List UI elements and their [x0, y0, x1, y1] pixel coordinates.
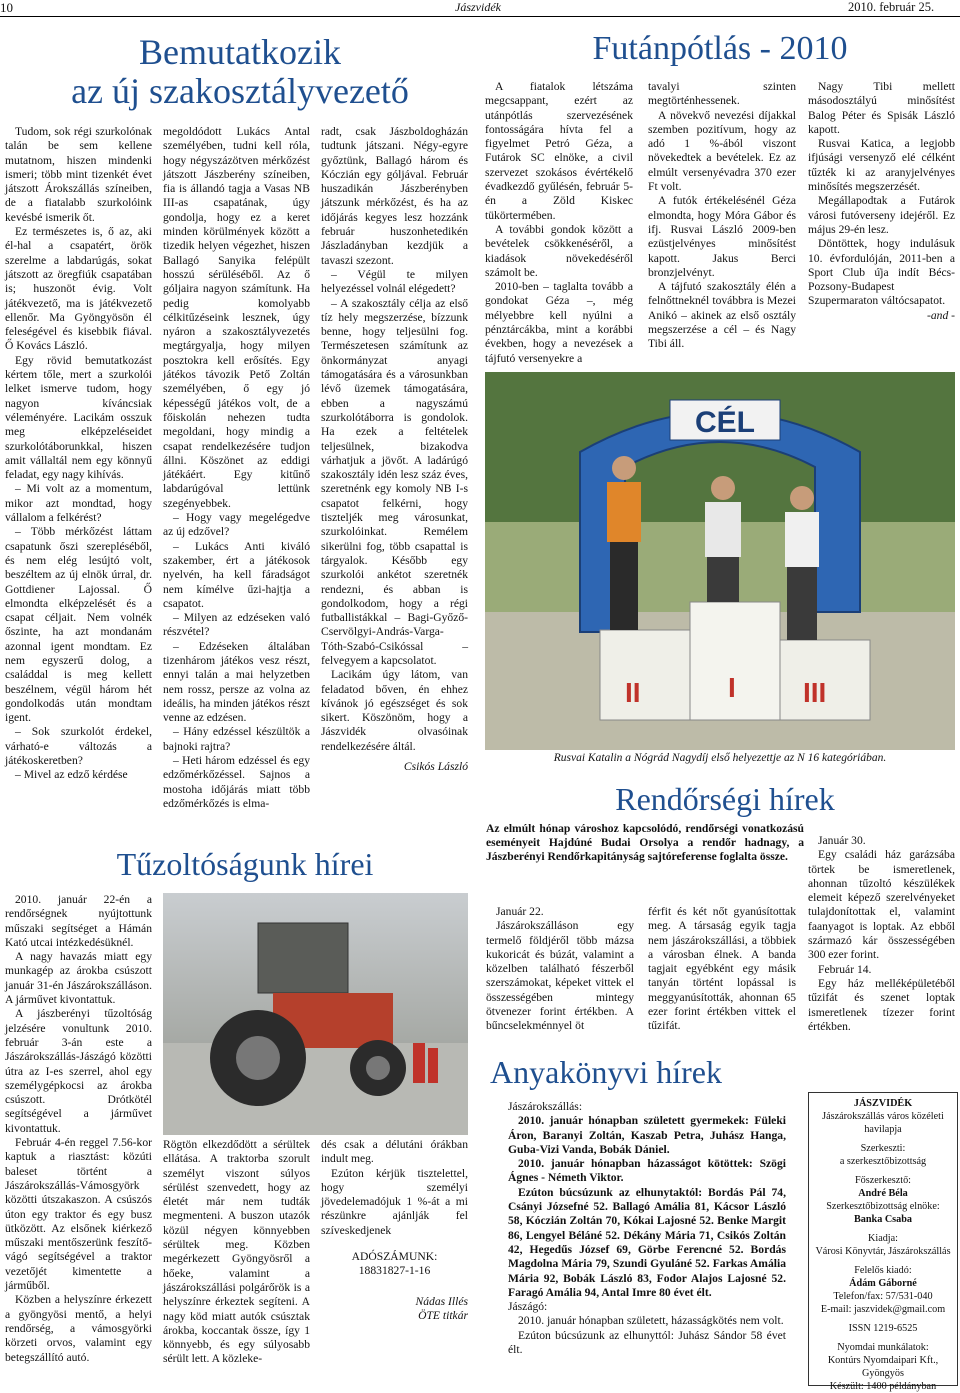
impresszum-subtitle: Jászárokszállás város közéleti havilapja [822, 1111, 944, 1135]
paragraph: A nagy havazás miatt egy munkagép az árokba csúszott január 31-én Jászárokszálláson. A járművet kivontattuk. [5, 950, 152, 1007]
impresszum-line: Ádám Gáborné [849, 1278, 917, 1289]
impresszum-line: Kontúrs Nyomdaipari Kft., [827, 1355, 939, 1366]
paragraph: A jászberényi tűzoltóság jelzésére vonultunk 2010. február 3-án este a Jászárokszállás-Jászágó közötti útra az I-es szerrel, ahol egy személygépkocsi az árokba csúszott. Drótkötél segítségével a járművet kivontattuk. [5, 1007, 152, 1135]
impresszum-line: Készült: 1400 példányban [829, 1381, 937, 1392]
futanpotlas-col2 [648, 80, 796, 352]
paragraph: Rusvai Katica, a legjobb ifjúsági versenyző elé célként tűzték ki az aranyjelvényes minősítés megszerzését. [808, 137, 955, 194]
finish-banner-text: CÉL [695, 406, 755, 439]
tax-number: 18831827-1-16 [358, 1264, 431, 1278]
impresszum-line: Szerkesztőbizottság elnöke: [826, 1201, 940, 1212]
paragraph: megoldódott Lukács Antal személyében, tudni kell róla, hogy négyszázötven mérkőzést játszott Jászberény színeiben, fia is állandó tagja a Vasas NB III-as csapatának, úgy gondolja, hogy ez a keret minden körülmények között a tizedik helyen végezhet, hiszen Ballagó Sanyika felépült hosszú sérüléséből. Az ő góljaira nagyon számítunk. Ha pedig komolyabb célkitűzéseink lesznek, úgy nyáron a szakosztályvezetés megtárgyalja, hogy milyen posztokra kell erősítés. Egy játékos távozik Pető Zoltán személyében, ő egy jó képességű játékos volt, de a főiskolán nehezen tudta megoldani, hogy mindig a csapat rendelkezésére tudjon állni. Köszönet az eddigi játékáért. Egy kitűnő labdarúgóval lettünk szegényebbek. [163, 125, 310, 510]
article-title-line2: az új szakosztályvezető [71, 71, 409, 111]
paragraph: Közben a helyszínre érkezett a gyöngyösi mentő, a helyi rendőrség, a vámosgyörki körzeti orvos, valamint egy betegszállító autó. [5, 1293, 152, 1364]
rendorseg-col2 [648, 905, 796, 1034]
impresszum-line: Gyöngyös [862, 1368, 904, 1379]
paragraph: A fiatalok létszáma megcsappant, ezért az utánpótlás szervezésének fontosságára hívta fel a figyelmet Petró Géza, a Futárok SC elnöke, a civil szervezet szokásos évértékelő évadkezdő gyűlésén, február 5-én a Zöld Kiskec tükörtermében. [485, 80, 633, 222]
tuzoltosag-col3 [321, 1138, 468, 1323]
rendorseg-lead: Az elmúlt hónap városhoz kapcsolódó, rendőrségi vonatkozású eseményeit Hajdúné Budai Orsolya a rendőr hadnagy, a Jászberényi Rendőrkapitányság sajtóreferense foglalta össze. [486, 822, 804, 863]
podium-first: I [728, 672, 736, 703]
born-list: 2010. január hónapban született gyermekek: Füleki Áron, Baranyi Zoltán, Kaszab Petra, Juhász Hanga, Guba-Vizi Vanda, Bobák Dániel. [508, 1114, 786, 1156]
paragraph: – Több mérkőzést láttam csapatunk őszi szerepléséből, és nem elég lesújtó volt, beszéltem az új elnök úrral, dr. Gottdiener Lajossal. Ő elmondta elképzelését és a csapat céljait. Nem volnék őszinte, ha azt mondanám azonnal igent mondtam. Ez nem egyszerű dolog, a családdal is meg kellett beszélnem, végül három hét gondolkodás után mondtam igent. [5, 525, 152, 725]
paragraph: – Lukács Anti kiváló szakember, ért a játékosok nyelvén, ha kell fáradságot nem kímélve űzi-hajtja a csapatot. [163, 539, 310, 610]
paragraph: – Hány edzéssel készültök a bajnoki rajtra? [163, 725, 310, 753]
tractor-illustration [163, 893, 468, 1135]
paragraph: – Mivel az edző kérdése [15, 768, 128, 782]
impresszum-line: Főszerkesztő: [854, 1175, 912, 1186]
paragraph: férfit és két nőt gyanúsítottak meg. A társaság egyik tagja nem jászárokszállási, a többiek a városban élnek. A banda tagjait egyébként egy másik tanyán történt lopással is meggyanúsították, ahonnan 65 ezer forint értékben vittek el tűzifát. [648, 905, 796, 1033]
impresszum-line: a szerkesztőbizottság [839, 1156, 927, 1167]
paragraph: Ezúton kérjük tisztelettel, hogy személyi jövedelemadójuk 1 %-át a mi részünkre ajánlják fel szíveskedjenek [321, 1166, 468, 1237]
impresszum-line: Banka Csaba [853, 1214, 913, 1225]
paragraph: – Végül te milyen helyezéssel volnál elégedett? [321, 267, 468, 296]
paragraph: Döntöttek, hogy indulásuk 10. évfordulóján, 2011-ben a Sport Club ú̇ja indít Bécs-Pozsony-Budapest Szupermaraton váltócsapatot. [808, 237, 955, 308]
podium-third: III [803, 677, 827, 708]
anyakonyv-body [508, 1100, 786, 1357]
impresszum-line: E-mail: jaszvidek@gmail.com [820, 1304, 946, 1315]
impresszum-line: Városi Könyvtár, Jászárokszállás [815, 1246, 951, 1257]
paragraph: Ez természetes is, ő az, aki él-hal a csapatért, örök szerelme a labdarúgás, sokat játszott az öregfiúk csapatában is; huszonöt évig. Volt játékvezető, ma is játékvezető ellenőr. Ma Gyöngyösön él feleségével és kisebbik fiával. Ő Kovács László. [5, 225, 152, 353]
paragraph: 2010. január 22-én a rendőrségnek nyújtottunk műszaki segítséget a Hámán Kató utcai intézkedésüknél. [5, 893, 152, 949]
signature-name: Nádas Illés [415, 1294, 468, 1308]
paragraph: Rögtön elkezdődött a sérültek ellátása. A traktorba szorult személyt viszont súlyos sérülést szenvedett, hogy az életét már nem tudták megmenteni. A buszon utazók közül négyen könnyebben sérültek meg. Közben megérkezett Gyöngyösről a hőeke, valamint a jászárokszállási polgárőrök is a helyszínre érkeztek segíteni. A nagy köd miatt autók csúsztak árokba, koccantak össze, így 1 könnyebb, és egy súlyosabb sérült lett. A közleke- [163, 1138, 310, 1366]
paragraph: Február 14. [818, 962, 872, 976]
signature: -and - [926, 308, 955, 322]
paragraph: Január 30. [818, 834, 866, 847]
paragraph: – Milyen az edzéseken való részvétel? [163, 611, 310, 639]
anyakonyv-title: Anyakönyvi hírek [490, 1054, 722, 1090]
tuzoltosag-col1 [5, 893, 152, 1365]
impresszum-line: André Béla [858, 1188, 908, 1199]
place-label: Jászágó: [508, 1300, 548, 1314]
szakosztaly-col1 [5, 125, 152, 783]
tractor-photo [163, 893, 468, 1135]
signature: Csikós László [403, 760, 468, 774]
page-number: 10 [0, 0, 13, 15]
paragraph: – A szakosztály célja az első tíz hely megszerzése, bízzunk benne, hogy teljesülni fog. Természetesen számítunk az önkormányzat anyagi támogatására és a városunkban lévő üzemek támogatására, ebben a nagyszámú szurkolótáborra is gondolok. Ha ezek a feltételek teljesülnek, bizakodva várhatjuk a jövőt. A ladárúgó szakosztály idén lesz száz éves, szeretnénk egy komoly NB I-s csapatot felkérni, hogy tiszteljék meg városunkat, szurkolóinkat. Remélem sikerülni fog, több csapattal is tárgyalok. Később egy szurkolói ankétot szeretnék rendezni, és abban is gondolkodom, hogy a régi futballistákkal – Bagi-Győző-Cservölgyi-András-Varga-Tóth-Szabó-Csikóssal – felvegyem a kapcsolatot. [321, 296, 468, 667]
futanpotlas-col3 [808, 80, 955, 323]
paragraph: Megállapodtak a Futárok városi futóverseny idejéről. Ez május 29-én lesz. [808, 194, 955, 236]
paragraph: A növekvő nevezési díjakkal szemben pozitívum, hogy az adó 1 %-ából viszont növekedtek a bevételek. Ez az elmúlt versenyévadra 370 ezer Ft volt. [648, 108, 796, 194]
paragraph: radt, csak Jászboldogházán tudtunk játszani. Négy-egyre győztünk, Ballagó három és Kóczián egy góljával. Február huszadikán Jászberényben játszunk mérkőzést, és ha az időjárás kegyes lesz hozzánk február huszonhetedikén Jászladányban kezdjük a tavaszi szezont. [321, 125, 468, 267]
paragraph: – Heti három edzéssel és egy edzőmérkőzéssel. Sajnos a mostoha időjárás miatt több edzőmérkőzés is elma- [163, 754, 310, 810]
paragraph: – Hogy vagy megelégedve az új edzővel? [163, 511, 310, 539]
futanpotlas-col1 [485, 80, 633, 366]
impresszum-line: Kiadja: [868, 1233, 898, 1244]
paragraph: – Edzéseken általában tizenhárom játékos vesz részt, ennyi talán a mai helyzetben nem rossz, persze az volna az ideális, ha minden játékos részt venne az edzésen. [163, 639, 310, 725]
paragraph: Lacikám úgy látom, van feladatod bőven, én ehhez kívánok jó egészséget és sok sikert. Köszönöm, hogy a Jászvidék olvasóinak rendelkezésére áltál. [321, 668, 468, 753]
paragraph: – Sok szurkolót érdekel, várható-e változás a játékoskeretben? [5, 725, 152, 768]
podium-photo [485, 372, 955, 750]
paragraph: Egy családi ház garázsába törtek be ismeretlenek, ahonnan tűzoltó készülékek elemeit képező szerelvényeket tulajdonítottak el, valamint faanyagot is loptak. Az ebből származó kár összességében 300 ezer forint. [808, 848, 955, 962]
paragraph: Jászárokszálláson egy termelő földjéről több mázsa kukoricát és búzát, valamint a közelben található fészerből szerszámokat, képeket vittek el összességében mintegy ötvenezer forint értékben. A bűncselekménnyel öt [486, 919, 634, 1033]
tax-label: ADÓSZÁMUNK: [351, 1250, 438, 1264]
paragraph: A tájfutó szakosztály élén a felnőttneknél továbbra is Mezei Anikó – akinek az első osztály megszerzése a cél – és Nagy Tibi áll. [648, 280, 796, 351]
futanpotlas-title: Futánpótlás - 2010 [592, 30, 848, 67]
married-list: 2010. január hónapban házasságot kötöttek: Szögi Ágnes - Németh Viktor. [508, 1157, 786, 1185]
impresszum-line: Telefon/fax: 57/531-040 [833, 1291, 933, 1302]
tuzoltosag-col2 [163, 1138, 310, 1367]
paragraph: Egy rövid bemutatkozást kértem tőle, mert a szurkolói lelket ismerve tudom, hogy nagyon kíváncsiak véleményére. Lacikám osszuk meg elképzeléseidet szurkolótáborunkkal, hiszen amit vállaltál nem egy könnyű feladat, egy nagy kihívás. [5, 353, 152, 482]
paragraph: tavalyi szinten megtörténhessenek. [648, 80, 796, 108]
died-list-2: Ezúton búcsúzunk az elhunyttól: Juhász Sándor 58 évet élt. [508, 1328, 786, 1357]
photo-caption: Rusvai Katalin a Nógrád Nagydíj első helyezettje az N 16 kategóriában. [553, 752, 887, 764]
impresszum-title: JÁSZVIDÉK [853, 1098, 913, 1109]
article-title-line1: Bemutatkozik [139, 32, 341, 72]
impresszum-box [808, 1092, 958, 1392]
place-label: Jászárokszállás: [508, 1100, 583, 1113]
paragraph: A további gondok között a bevételek csökkenéséről, a kiadások növekedéséről számolt be. [485, 222, 633, 279]
impresszum-line: Nyomdai munkálatok: [837, 1342, 929, 1353]
paragraph: Egy ház melléképületéből tűzifát és szenet loptak ismeretlenek tízezer forint értékben. [808, 976, 955, 1033]
impresszum-line: Felelős kiadó: [854, 1265, 912, 1276]
paragraph: – Mi volt az a momentum, mikor azt mondtad, hogy vállalom a felkérést? [5, 482, 152, 525]
paragraph: Tudom, sok régi szurkolónak talán be sem kellene mutatnom, hiszen mindenki ismeri; több mint tizenkét évet játszott Árokszállás színeiben, de a fiatalabb szurkolóink kevésbé ismerik őt. [5, 125, 152, 224]
paragraph: 2010-ben – taglalta tovább a gondokat Géza –, még mélyebbre kell nyúlni a pénztárcákba, mint a korábbi években, hogy a nevezések a tájfutó versenyekre a [485, 280, 633, 365]
issue-date: 2010. február 25. [848, 0, 935, 14]
impresszum-line: ISSN 1219-6525 [848, 1323, 918, 1334]
died-list: Ezúton búcsúzunk az elhunytaktól: Bordás Pál 74, Csányi Józsefné 52. Ballagó Amália 81, Kácsor László 58, Kóczián Zoltán 70, Kókai Lajosné 52. Benke Margit 86, Lengyel Béláné 52. Dékány Mária 71, Csikós Zoltán 42, Hegedűs József 69, Görbe Ferencné 52. Bordás Magdolna Mária 79, Szundi Gyuláné 52. Farkas Amália Mária 92, Bobák László 83, Fodor Alajos Lajosné 52. Faragó Amália 94, Antal Imre 80 évet élt. [508, 1185, 786, 1299]
tuzoltosag-title: Tűzoltóságunk hírei [116, 846, 374, 882]
rendorseg-col1 [486, 905, 634, 1034]
podium-second: II [625, 677, 641, 708]
szakosztaly-col3 [321, 125, 468, 774]
signature-org: ÖTE titkár [418, 1308, 468, 1322]
paragraph: Nagy Tibi mellett másodosztályú minősítést Balog Péter és Spisák László kapott. [808, 80, 955, 136]
paragraph: A futók értékelésénél Géza elmondta, hogy Móra Gábor és ifj. Rusvai László 2009-ben ezüstjelvényes minősítést kapott. Jakus Berci bronzjelvényt. [648, 194, 796, 279]
paragraph: dés csak a délutáni órákban indult meg. [321, 1138, 468, 1166]
paragraph: Január 22. [496, 905, 544, 918]
paper-name: Jászvidék [455, 0, 501, 14]
married-list-2: 2010. január hónapban született, házasságkötés nem volt. [518, 1314, 784, 1328]
page-header [0, 0, 960, 17]
rendorseg-title: Rendőrségi hírek [615, 781, 835, 817]
szakosztaly-col2 [163, 125, 310, 811]
rendorseg-col3 [808, 834, 955, 1034]
impresszum-line: Szerkeszti: [860, 1143, 906, 1154]
paragraph: Február 4-én reggel 7.56-kor kaptuk a riasztást: közúti baleset történt a Jászárokszállás-Vámosgyörk közötti útszakaszon. A csúszós úton egy traktor és egy busz ütközött. Az elsőnek kiérkező műszaki mentőszerünk feszítő-vágó segítségével a traktor vezetőjét kimentette a járműből. [5, 1136, 152, 1293]
